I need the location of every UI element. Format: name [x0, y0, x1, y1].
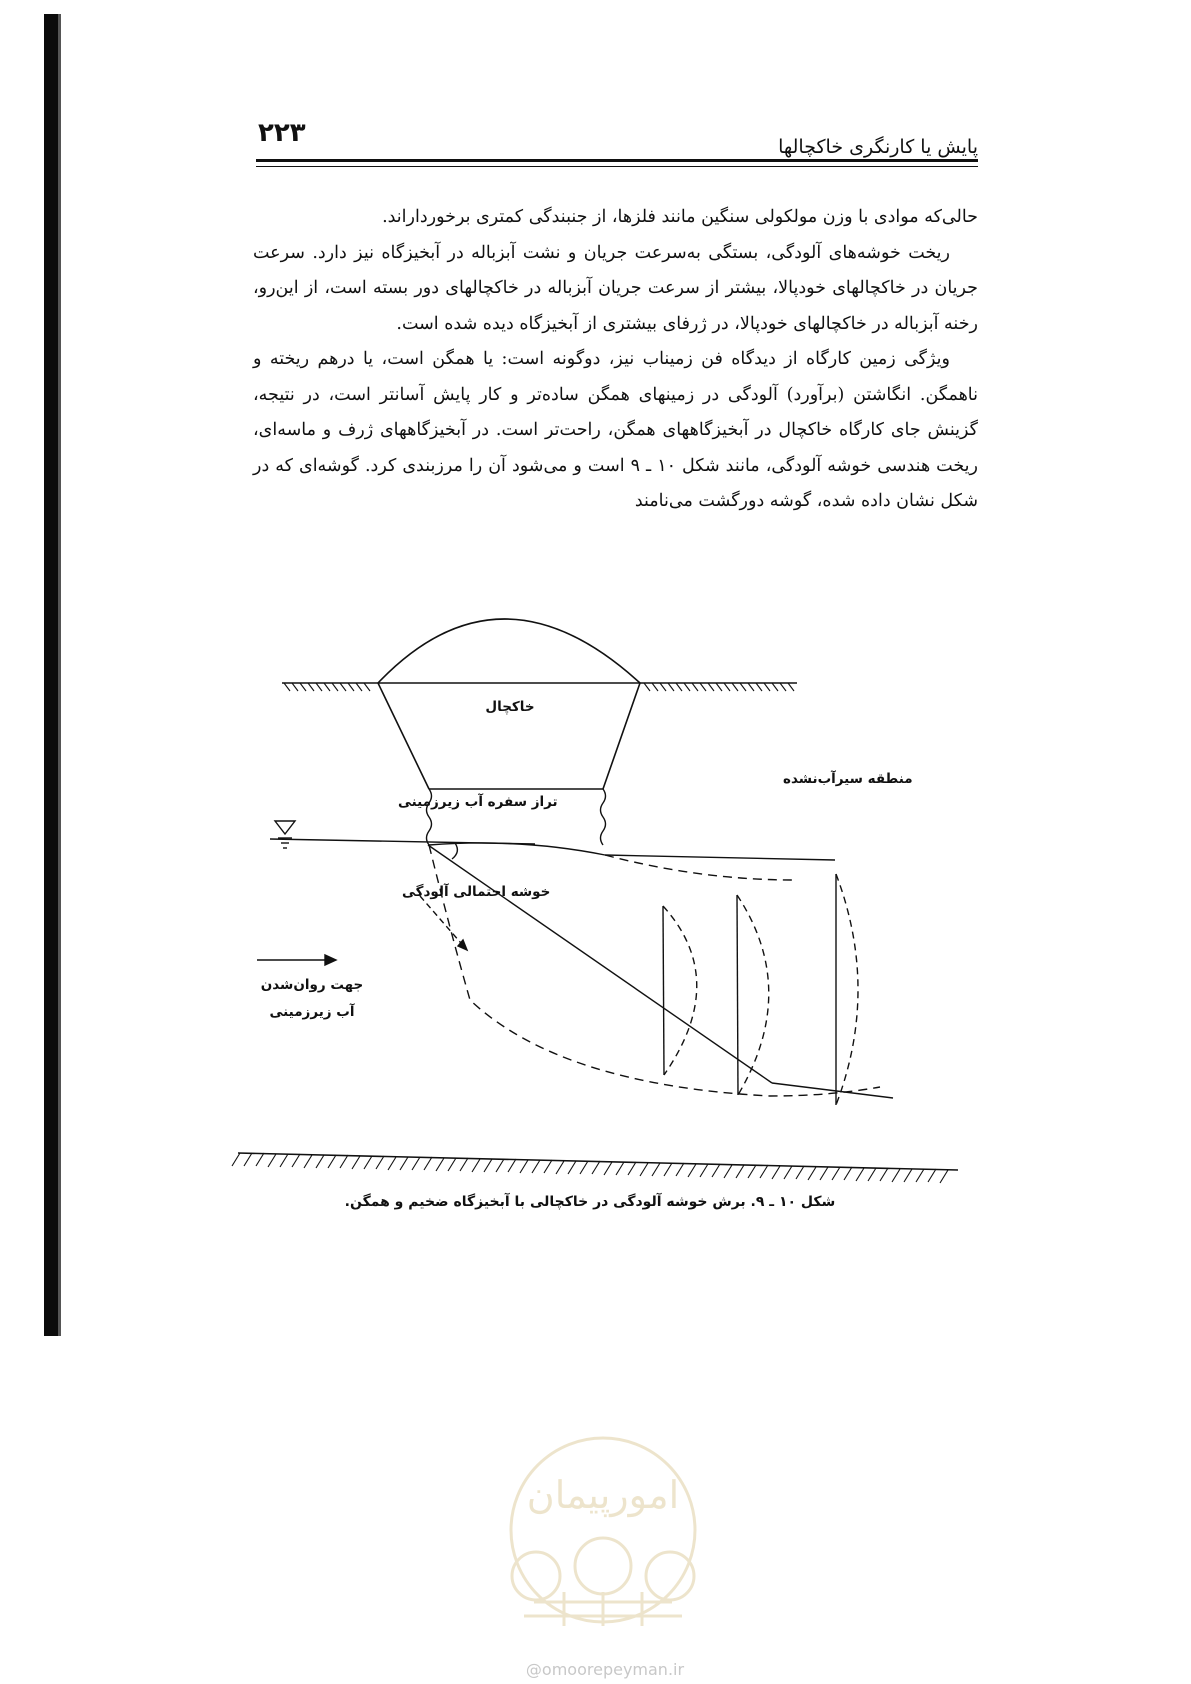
landfill-left-wall [378, 683, 429, 789]
angle-arc [452, 843, 457, 859]
landfill-dome [378, 619, 640, 683]
label-flow-direction: جهت روان‌شدن [260, 977, 364, 993]
flow-arrow-head [325, 955, 336, 965]
ground-hatch-right [644, 683, 794, 691]
label-landfill: خاکچال [485, 699, 535, 715]
profile-curve-1 [663, 906, 697, 1075]
label-flow-direction-2: آب زیرزمینی [269, 1004, 355, 1020]
plume-left-boundary [429, 845, 880, 1096]
watermark-logo-text: امورپیمان [526, 1473, 680, 1517]
profile-line-2 [737, 895, 738, 1095]
leakage-right [601, 789, 606, 845]
profile-line-1 [663, 906, 664, 1075]
impermeable-base [238, 1153, 958, 1170]
profile-curve-2 [737, 895, 769, 1095]
figure-caption: شکل ۱۰ ـ ۹. برش خوشه آلودگی در خاکچالی با آبخیزگاه ضخیم و همگن. [344, 1194, 836, 1210]
label-plume: خوشه احتمالی آلودگی [402, 884, 551, 900]
water-table-symbol [275, 821, 295, 834]
water-table-line-right [605, 855, 835, 860]
ground-hatch-left [284, 683, 370, 691]
profile-curve-3 [836, 874, 858, 1105]
paragraph: ویژگی زمین کارگاه از دیدگاه فن زمیناب نیز، دوگونه است: یا همگن است، یا درهم ریخته و ناهمگن. انگاشتن (برآورد) آلودگی در زمینهای همگن ساده‌تر و کار پایش آسانتر است، در نتیجه، گزینش جای کارگاه خاکچال در آبخیزگاههای همگن، راحت‌تر است. در آبخیزگاههای ژرف و ماسه‌ای، ریخت هندسی خوشه آلودگی، مانند شکل ۱۰ ـ ۹ است و می‌شود آن را مرزبندی کرد. گوشه‌ای که در شکل نشان داده شده، گوشه دورگشت می‌نامند [253, 349, 978, 511]
label-unsaturated-zone: منطقه سیرآب‌نشده [783, 771, 913, 787]
watermark-logo [474, 1426, 732, 1634]
paragraph: حالی‌که موادی با وزن مولکولی سنگین مانند فلزها، از جنبندگی کمتری برخوردار‌اند. [382, 207, 978, 227]
running-head: پایش یا کارنگری خاکچالها [778, 136, 978, 158]
page-number: ۲۲۳ [258, 118, 306, 148]
deflection-line [428, 845, 772, 1083]
watermark-url: @omoorepeyman.ir [525, 1660, 685, 1679]
label-water-table: تراز سفره آب زیرزمینی [398, 794, 558, 810]
paragraph: ریخت خوشه‌های آلودگی، بستگی به‌سرعت جریان و نشت آبزباله در آبخیزگاه نیز دارد. سرعت جریان در خاکچالهای خودپالا، بیشتر از سرعت جریان آبزباله در خاکچالهای دور بسته است، از این‌رو، رخنه آبزباله در خاکچالهای خودپالا، در ژرفای بیشتری از آبخیزگاه دیده شده است. [253, 242, 978, 334]
landfill-right-wall [603, 683, 640, 789]
